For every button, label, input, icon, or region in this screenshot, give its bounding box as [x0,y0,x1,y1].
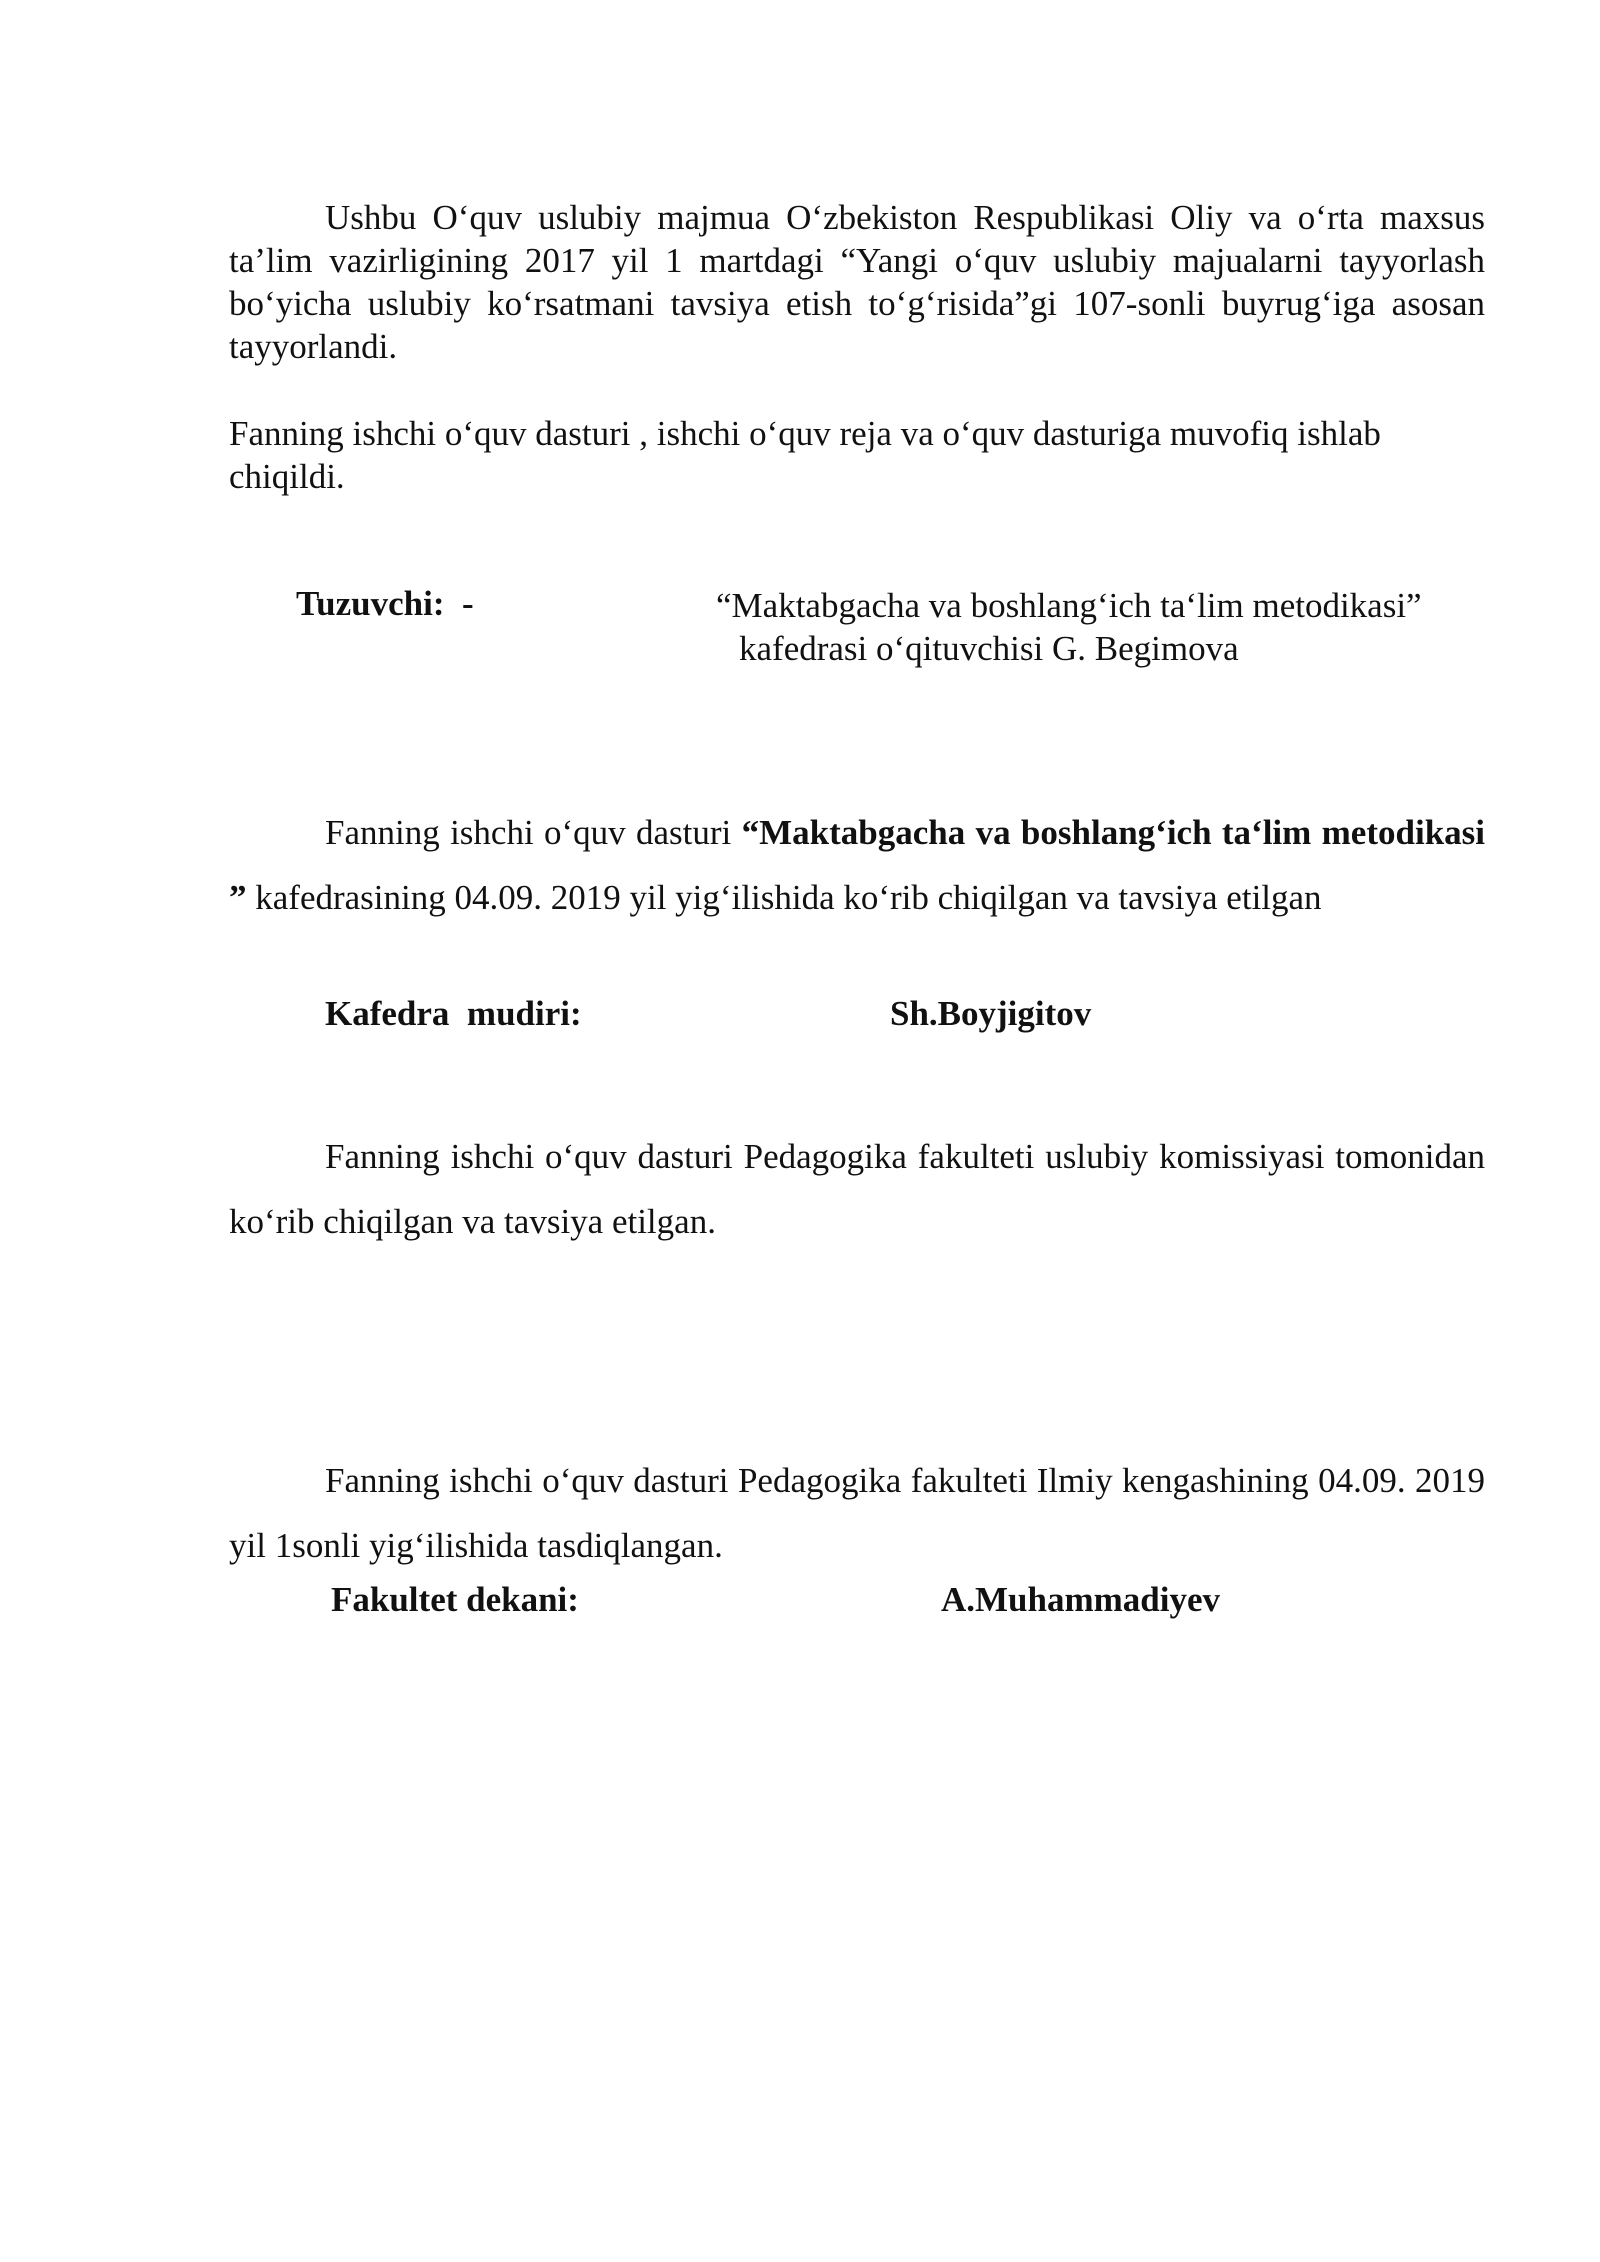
commission-paragraph: Fanning ishchi o‘quv dasturi Pedagogika fakulteti uslubiy komissiyasi tomonidan ko‘rib chiqilgan va tavsiya etilgan. [229,1137,1485,1241]
dean-label: Fakultet dekani: [331,1580,579,1619]
compliance-paragraph: Fanning ishchi o‘quv dasturi , ishchi o‘quv reja va o‘quv dasturiga muvofiq ishlab chiqildi. [229,414,1381,496]
department-review-rest: kafedrasining 04.09. 2019 yil yig‘ilishida ko‘rib chiqilgan va tavsiya etilgan [246,878,1322,917]
department-review-intro: Fanning ishchi o‘quv dasturi [325,813,742,852]
compiler-department-line: “Maktabgacha va boshlang‘ich ta‘lim metodikasi” [716,586,1422,625]
department-name: “Maktabgacha va boshlang‘ich ta‘lim metodikasi ” [229,813,1485,917]
compiler-name-line: kafedrasi o‘qituvchisi G. Begimova [739,629,1239,668]
compiler-label: Tuzuvchi: - [296,584,474,623]
department-review-paragraph [229,800,1485,930]
compiler-info [716,584,1422,670]
dean-name: A.Muhammadiyev [941,1580,1221,1619]
intro-paragraph: Ushbu O‘quv uslubiy majmua O‘zbekiston Respublikasi Oliy va o‘rta maxsus ta’lim vazirligining 2017 yil 1 martdagi “Yangi o‘quv uslubiy majualarni tayyorlash bo‘yicha uslubiy ko‘rsatmani tavsiya etish to‘g‘risida”gi 107-sonli buyrug‘iga asosan tayyorlandi. [229,198,1485,366]
department-head-name: Sh.Boyjigitov [890,994,1092,1033]
council-paragraph: Fanning ishchi o‘quv dasturi Pedagogika fakulteti Ilmiy kengashining 04.09. 2019 yil 1sonli yig‘ilishida tasdiqlangan. [229,1461,1485,1565]
department-head-label: Kafedra mudiri: [325,994,582,1033]
